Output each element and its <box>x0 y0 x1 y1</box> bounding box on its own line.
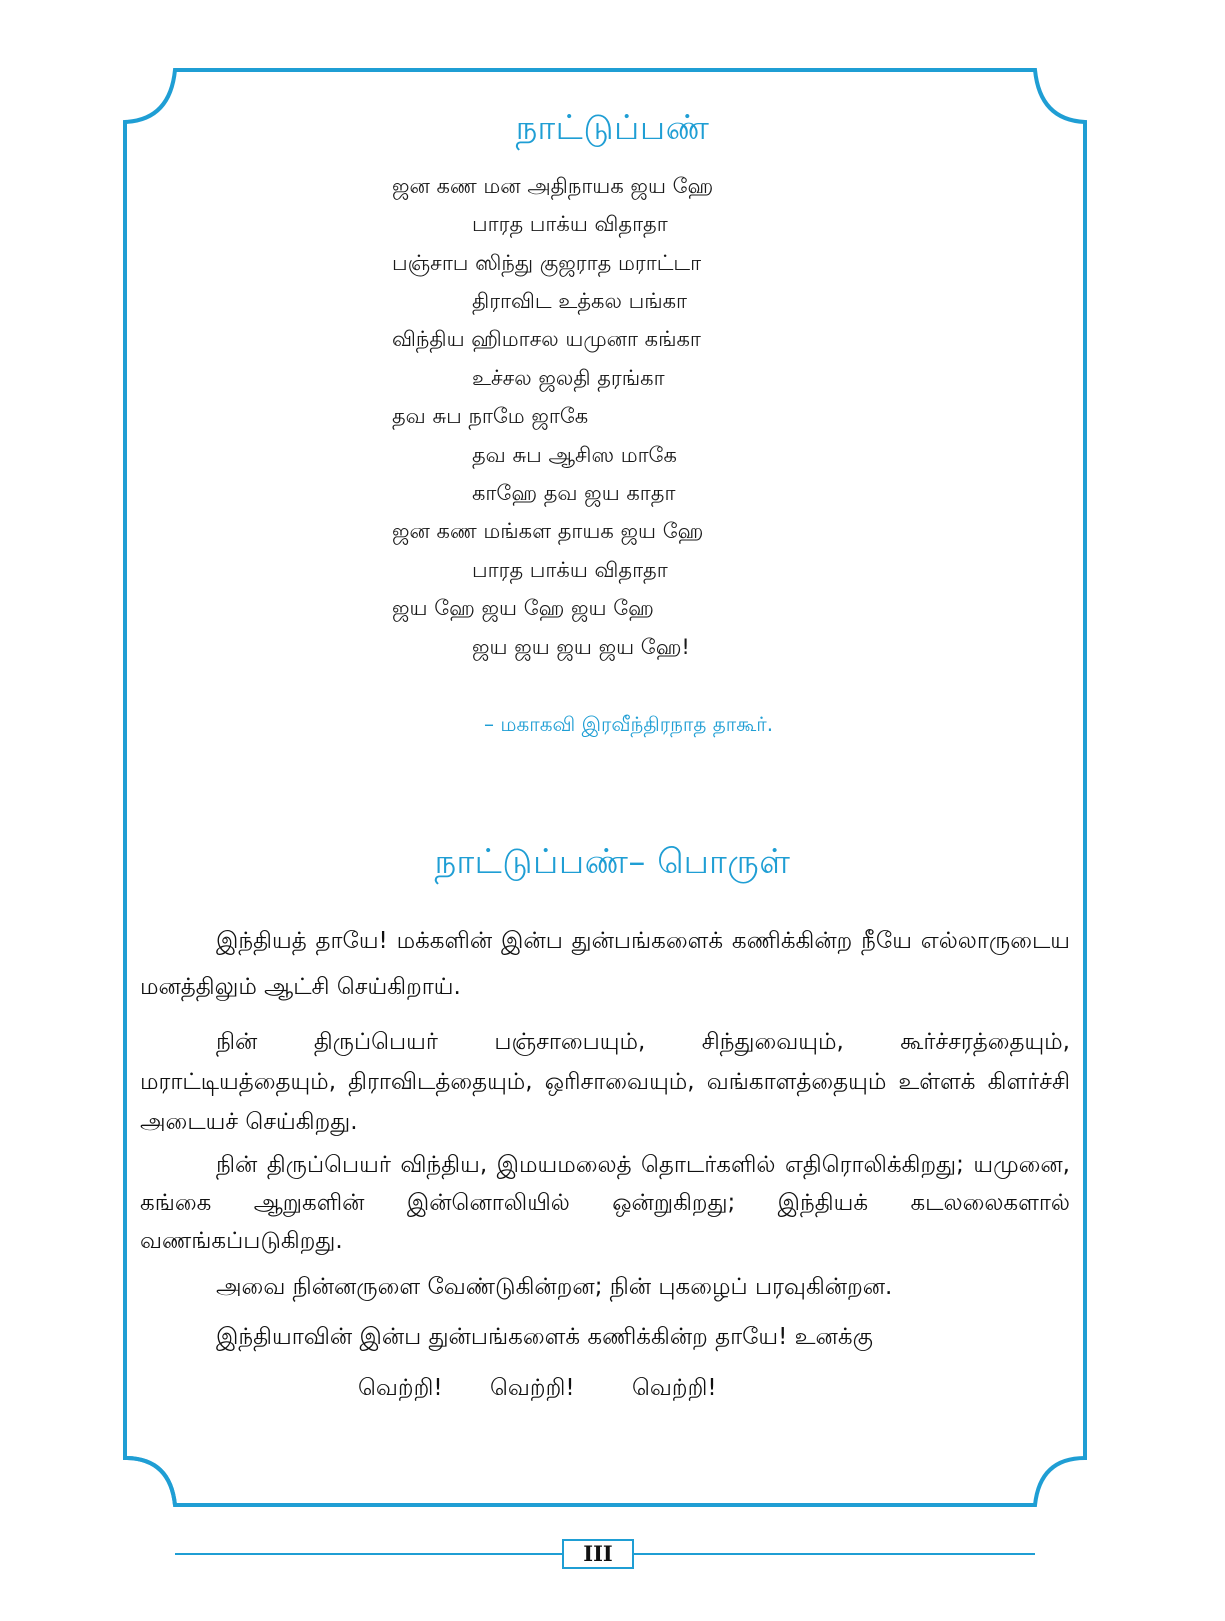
page-number: III <box>562 1539 634 1569</box>
anthem-attribution: – மகாகவி இரவீந்திரநாத தாகூர். <box>484 712 774 736</box>
victory-word-1: வெற்றி! <box>358 1375 443 1401</box>
corner-bottom-left <box>125 1458 175 1505</box>
anthem-line-7: தவ சுப நாமே ஜாகே <box>392 404 589 428</box>
anthem-line-10: ஜன கண மங்கள தாயக ஜய ஹே <box>392 519 704 543</box>
anthem-line-13: ஜய ஜய ஜய ஜய ஹே! <box>472 635 690 659</box>
meaning-title: நாட்டுப்பண்– பொருள் <box>434 842 791 882</box>
anthem-line-2: பாரத பாக்ய விதாதா <box>472 212 668 236</box>
meaning-paragraph-3: நின் திருப்பெயர் விந்திய, இமயமலைத் தொடர்களில் எதிரொலிக்கிறது; யமுனை, கங்கை ஆறுகளின் இன்னொலியில் ஒன்றுகிறது; இந்தியக் கடலலைகளால் வணங்கப்படுகிறது. <box>140 1152 1070 1254</box>
victory-word-3: வெற்றி! <box>632 1375 717 1401</box>
meaning-paragraph-5: இந்தியாவின் இன்ப துன்பங்களைக் கணிக்கின்ற தாயே! உனக்கு <box>216 1324 873 1350</box>
meaning-paragraph-2: நின் திருப்பெயர் பஞ்சாபையும், சிந்துவையும், கூர்ச்சரத்தையும், மராட்டியத்தையும், திராவிடத்தையும், ஒரிசாவையும், வங்காளத்தையும் உள்ளக் கிளர்ச்சி அடையச் செய்கிறது. <box>140 1029 1070 1135</box>
anthem-line-12: ஜய ஹே ஜய ஹே ஜய ஹே <box>392 596 654 620</box>
meaning-paragraph-1: இந்தியத் தாயே! மக்களின் இன்ப துன்பங்களைக் கணிக்கின்ற நீயே எல்லாருடைய மனத்திலும் ஆட்சி செய்கிறாய். <box>140 928 1070 1000</box>
anthem-title: நாட்டுப்பண் <box>515 108 710 148</box>
anthem-line-6: உச்சல ஜலதி தரங்கா <box>472 366 665 390</box>
anthem-line-4: திராவிட உத்கல பங்கா <box>472 289 688 313</box>
anthem-line-1: ஜன கண மன அதிநாயக ஜய ஹே <box>392 174 714 198</box>
anthem-line-8: தவ சுப ஆசிஸ மாகே <box>472 443 677 467</box>
victory-word-2: வெற்றி! <box>490 1375 575 1401</box>
anthem-line-5: விந்திய ஹிமாசல யமுனா கங்கா <box>392 327 701 351</box>
meaning-paragraph-4: அவை நின்னருளை வேண்டுகின்றன; நின் புகழைப் பரவுகின்றன. <box>216 1274 893 1300</box>
anthem-line-11: பாரத பாக்ய விதாதா <box>472 558 668 582</box>
anthem-line-9: காஹே தவ ஜய காதா <box>472 481 676 505</box>
anthem-line-3: பஞ்சாப ஸிந்து குஜராத மராட்டா <box>392 251 702 275</box>
